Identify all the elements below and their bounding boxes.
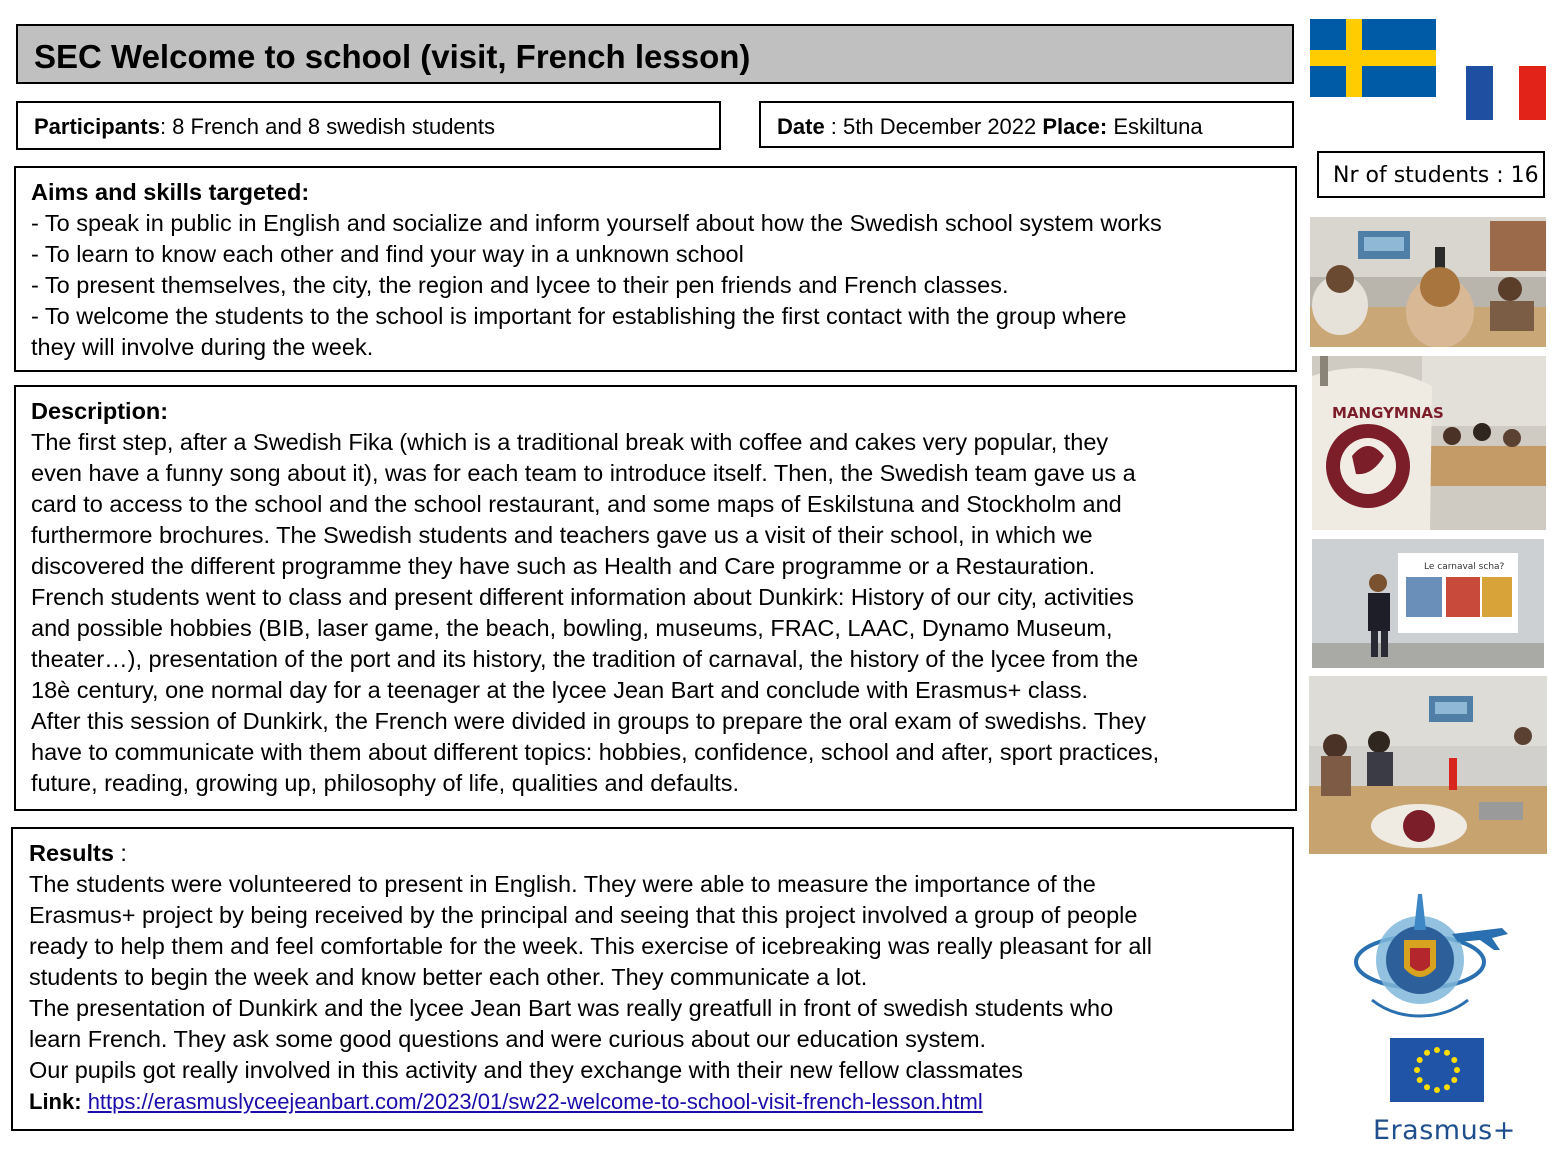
sweden-flag-icon: [1310, 19, 1436, 97]
svg-text:MANGYMNAS: MANGYMNAS: [1332, 404, 1444, 422]
aims-line: - To welcome the students to the school is important for establishing the first contact with the group where: [31, 303, 1127, 329]
results-line: The presentation of Dunkirk and the lycee Jean Bart was really greatfull in front of swedish students who: [29, 995, 1114, 1021]
presentation-photo: [1312, 539, 1544, 668]
classroom-photo-1: [1310, 217, 1546, 347]
description-line: have to communicate with them about different topics: hobbies, confidence, school and after, sport practices,: [31, 739, 1160, 765]
aims-line: they will involve during the week.: [31, 334, 374, 360]
results-link-line: [29, 1086, 1282, 1117]
page-title: SEC Welcome to school (visit, French lesson): [34, 38, 751, 75]
description-line: The first step, after a Swedish Fika (which is a traditional break with coffee and cakes very popular, they: [31, 429, 1109, 455]
link-label: Link:: [29, 1089, 82, 1114]
results-line: ready to help them and feel comfortable for the week. This exercise of icebreaking was really pleasant for all: [29, 933, 1152, 959]
classroom-photo-2: [1312, 356, 1546, 530]
description-line: card to access to the school and the school restaurant, and some maps of Eskilstuna and Stockholm and: [31, 491, 1122, 517]
place-value: Eskiltuna: [1107, 114, 1203, 139]
aims-line: - To speak in public in English and socialize and inform yourself about how the Swedish school system works: [31, 210, 1162, 236]
aims-content: [31, 177, 1285, 363]
date-place-box: [759, 101, 1294, 148]
results-heading: Results: [29, 840, 114, 866]
aims-heading: Aims and skills targeted:: [31, 179, 310, 205]
description-line: French students went to class and present different information about Dunkirk: History of our city, activities: [31, 584, 1134, 610]
results-line: The students were volunteered to present in English. They were able to measure the importance of the: [29, 871, 1096, 897]
results-line: learn French. They ask some good questions and were curious about our education system.: [29, 1026, 987, 1052]
article-link[interactable]: https://erasmuslyceejeanbart.com/2023/01/sw22-welcome-to-school-visit-french-lesson.html: [87, 1089, 983, 1114]
results-heading-suffix: :: [113, 840, 127, 866]
participants-label: Participants: [34, 114, 160, 139]
eu-flag-icon: [1390, 1038, 1484, 1102]
description-line: 18è century, one normal day for a teenager at the lycee Jean Bart and conclude with Erasmus+ class.: [31, 677, 1089, 703]
results-line: students to begin the week and know better each other. They communicate a lot.: [29, 964, 868, 990]
results-section: [11, 827, 1294, 1131]
results-heading-line: [29, 838, 1282, 869]
aims-line: - To present themselves, the city, the region and lycee to their pen friends and French classes.: [31, 272, 1009, 298]
description-line: even have a funny song about it), was for each team to introduce itself. Then, the Swedish team gave us a: [31, 460, 1136, 486]
erasmus-plus-logo-text: Erasmus+: [1373, 1115, 1516, 1146]
school-emblem-icon: [1352, 890, 1512, 1026]
date-value: : 5th December 2022: [824, 114, 1043, 139]
date-place-line: [777, 114, 1203, 140]
description-line: After this session of Dunkirk, the French were divided in groups to prepare the oral exam of swedishs. They: [31, 708, 1147, 734]
place-label: Place:: [1042, 114, 1108, 139]
students-count: Nr of students : 16: [1333, 163, 1539, 188]
screen-text: Le carnaval scha?: [1424, 562, 1505, 572]
description-line: future, reading, growing up, philosophy of life, qualities and defaults.: [31, 770, 740, 796]
france-flag-icon: [1466, 66, 1546, 120]
students-count-box: [1317, 151, 1545, 198]
participants-value: : 8 French and 8 swedish students: [159, 114, 496, 139]
results-content: [29, 838, 1282, 1117]
description-content: [31, 396, 1285, 799]
classroom-photo-3: [1309, 676, 1547, 854]
aims-line: - To learn to know each other and find your way in a unknown school: [31, 241, 744, 267]
description-line: furthermore brochures. The Swedish students and teachers gave us a visit of their school, in which we: [31, 522, 1093, 548]
results-line: Erasmus+ project by being received by the principal and seeing that this project involved a group of people: [29, 902, 1138, 928]
participants-box: [16, 101, 721, 150]
description-line: and possible hobbies (BIB, laser game, the beach, bowling, museums, FRAC, LAAC, Dynamo Museum,: [31, 615, 1113, 641]
aims-section: [14, 166, 1297, 372]
description-line: theater…), presentation of the port and its history, the tradition of carnaval, the history of the lycee from the: [31, 646, 1139, 672]
date-label: Date: [777, 114, 825, 139]
description-section: [14, 385, 1297, 811]
title-box: [16, 24, 1294, 84]
description-heading: Description:: [31, 398, 169, 424]
description-line: discovered the different programme they have such as Health and Care programme or a Restauration.: [31, 553, 1096, 579]
results-line: Our pupils got really involved in this activity and they exchange with their new fellow classmates: [29, 1057, 1024, 1083]
participants-line: [34, 114, 495, 140]
